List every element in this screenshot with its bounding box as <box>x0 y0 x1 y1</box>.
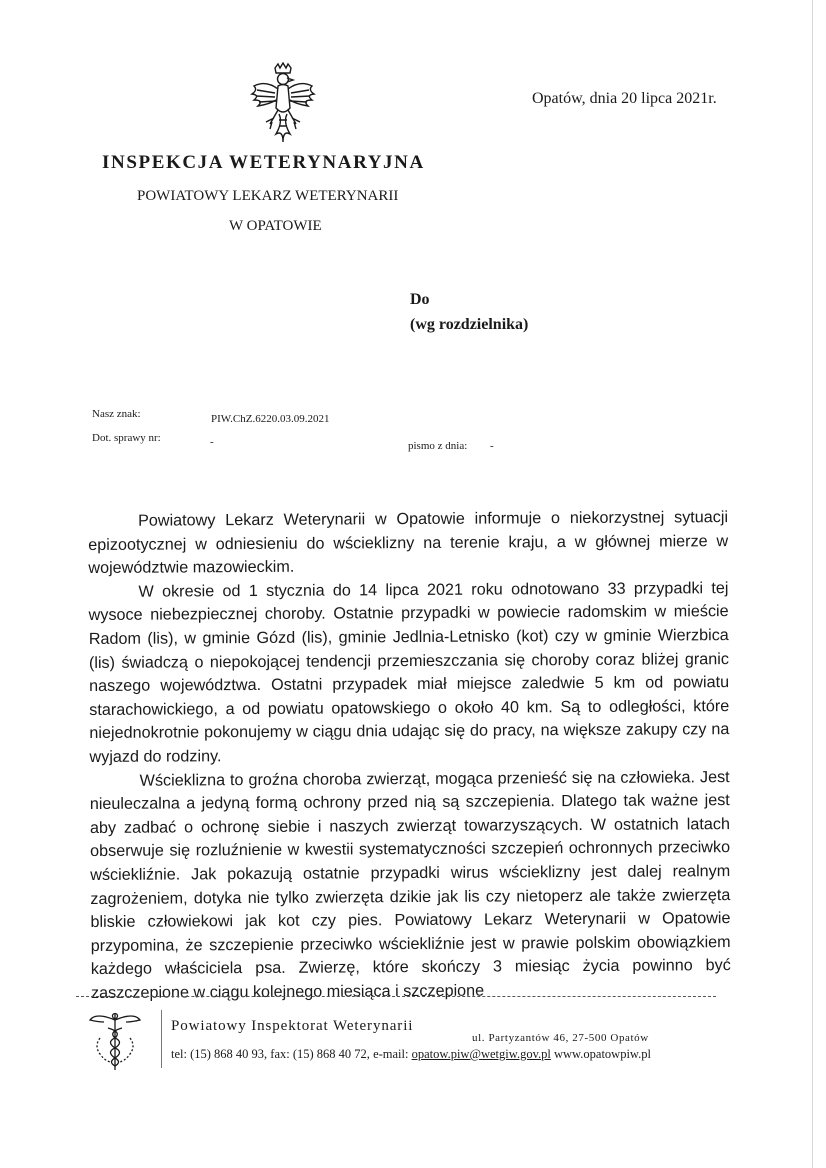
footer-address: ul. Partyzantów 46, 27-500 Opatów <box>472 1032 649 1044</box>
case-number-value: - <box>210 436 214 448</box>
institution-title: INSPEKCJA WETERYNARYJNA <box>102 152 425 173</box>
footer-fax: fax: (15) 868 40 72, <box>270 1047 370 1061</box>
footer-email-label: e-mail: <box>373 1047 409 1061</box>
footer-website-link[interactable]: www.opatowpiw.pl <box>554 1047 651 1061</box>
letter-date-label: pismo z dnia: <box>408 440 468 452</box>
footer-separator <box>161 1010 162 1068</box>
case-number-label: Dot. sprawy nr: <box>92 432 161 444</box>
recipient-to-label: Do <box>410 291 430 308</box>
footer-contact-line <box>171 1047 651 1062</box>
footer-divider <box>76 996 716 997</box>
our-reference-label: Nasz znak: <box>92 408 141 420</box>
footer-email-link[interactable]: opatow.piw@wetgiw.gov.pl <box>411 1047 551 1061</box>
page-edge-line <box>812 0 813 1168</box>
office-location: W OPATOWIE <box>229 218 322 234</box>
letter-date-value: - <box>490 440 494 452</box>
our-reference-value: PIW.ChZ.6220.03.09.2021 <box>211 413 330 425</box>
body-paragraph-2: W okresie od 1 stycznia do 14 lipca 2021 roku odnotowano 33 przypadki tej wysoce niebezpiecznej choroby. Ostatnie przypadki w powiecie radomskim w mieście Radom (lis), w gminie Gózd (lis), gminie Jedlnia-Letnisko (kot) czy w gminie Wierzbica (lis) świadczą o niepokojącej tendencji przemieszczania się choroby coraz bliżej granic naszego województwa. Ostatni przypadek miał miejsce zaledwie 5 km od powiatu starachowickiego, a od powiatu opatowskiego o około 40 km. Są to odległości, które niejednokrotnie pokonujemy w ciągu dnia udając się do pracy, na większe zakupy czy na wyjazd do rodziny. <box>88 578 730 766</box>
body-paragraph-3: Wścieklizna to groźna choroba zwierząt, mogąca przenieść się na człowieka. Jest nieuleczalna a jedyną formą ochrony przed nią są szczepienia. Dlatego tak ważne jest aby zadbać o ochronę siebie i naszych zwierząt towarzyszących. W ostatnich latach obserwuje się rozluźnienie w kwestii systematyczności szczepień ochronnych przeciwko wściekliźnie. Jak pokazują ostatnie przypadki wirus wścieklizny jest dalej realnym zagrożeniem, dotyka nie tylko zwierzęta dzikie jak lis czy nietoperz ale także zwierzęta bliskie człowiekowi jak kot czy pies. Powiatowy Lekarz Weterynarii w Opatowie przypomina, że szczepienie przeciwko wściekliźnie jest w prawie polskim obowiązkiem każdego właściciela psa. Zwierzę, które skończy 3 miesiąc życia powinno być zaszczepione w ciągu kolejnego miesiąca i szczepione <box>89 767 731 1002</box>
officer-title: POWIATOWY LEKARZ WETERYNARII <box>137 188 399 204</box>
caduceus-logo-icon <box>84 1010 146 1072</box>
footer-organization: Powiatowy Inspektorat Weterynarii <box>171 1018 414 1034</box>
document-date: Opatów, dnia 20 lipca 2021r. <box>532 90 717 107</box>
body-paragraph-1: Powiatowy Lekarz Weterynarii w Opatowie informuje o niekorzystnej sytuacji epizootycznej w odniesieniu do wścieklizny na terenie kraju, a w głównej mierze w województwie mazowieckim. <box>88 508 729 578</box>
letter-body <box>88 506 731 1005</box>
footer-phone: tel: (15) 868 40 93, <box>171 1047 268 1061</box>
recipient-list-label: (wg rozdzielnika) <box>410 316 529 333</box>
polish-eagle-emblem-icon <box>248 62 318 146</box>
